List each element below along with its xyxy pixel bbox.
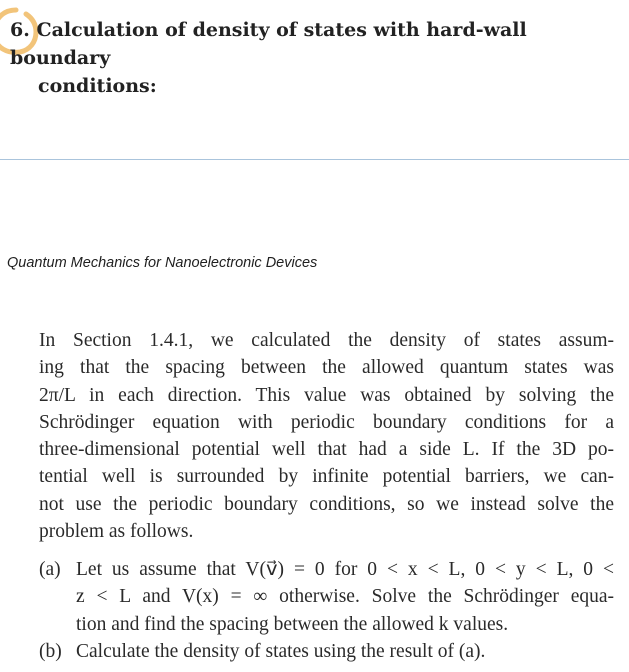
source-book-title: Quantum Mechanics for Nanoelectronic Devices	[7, 255, 318, 271]
body-line: In Section 1.4.1, we calculated the density of states assum-	[39, 330, 614, 351]
body-line: not use the periodic boundary conditions, so we instead solve the	[39, 493, 614, 515]
problem-parts-list	[39, 556, 614, 665]
problem-body	[39, 327, 614, 545]
problem-heading	[10, 16, 620, 100]
body-line: 2π/L in each direction. This value was obtained by solving the	[39, 384, 614, 406]
part-marker: (a)	[39, 559, 61, 580]
part-line: tion and find the spacing between the allowed k values.	[76, 613, 509, 635]
problem-part-b	[39, 638, 614, 665]
horizontal-divider	[0, 159, 629, 160]
body-line: three-dimensional potential well that had a side L. If the 3D po-	[39, 439, 614, 461]
body-line: tential well is surrounded by infinite potential barriers, we can-	[39, 466, 614, 488]
body-line: problem as follows.	[39, 521, 194, 543]
problem-heading-line-2: conditions:	[38, 75, 157, 97]
body-line: Schrödinger equation with periodic boundary conditions for a	[39, 411, 614, 433]
problem-part-a	[39, 556, 614, 638]
part-line: z < L and V(x) = ∞ otherwise. Solve the Schrödinger equa-	[76, 586, 614, 608]
part-line: Let us assume that V(v⃗) = 0 for 0 < x < L, 0 < y < L, 0 <	[76, 559, 614, 580]
part-line: Calculate the density of states using the result of (a).	[76, 640, 486, 662]
part-marker: (b)	[39, 640, 62, 662]
body-line: ing that the spacing between the allowed quantum states was	[39, 357, 614, 379]
problem-heading-line-1: 6. Calculation of density of states with hard-wall boundary	[10, 19, 527, 69]
